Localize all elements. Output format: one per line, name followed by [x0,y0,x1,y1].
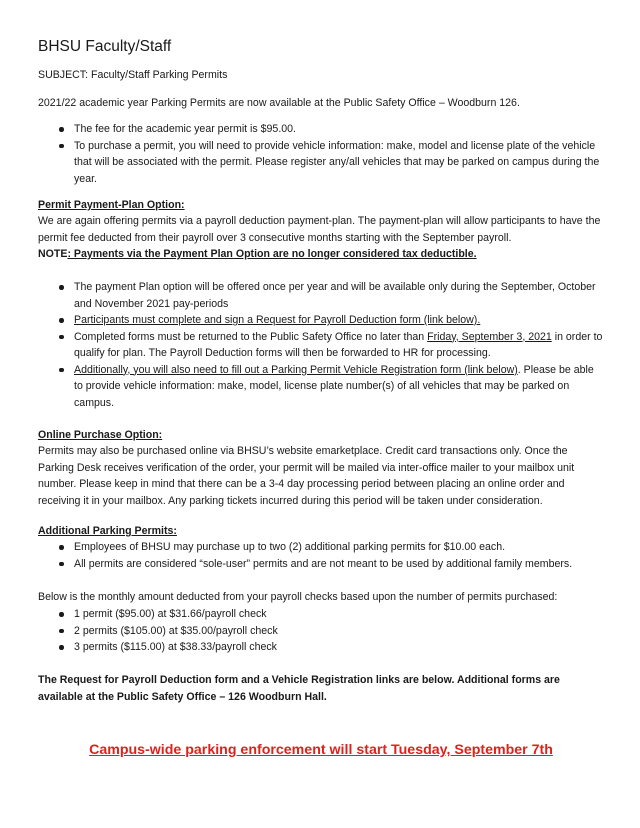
list-item: Employees of BHSU may purchase up to two (2) additional parking permits for $10.00 each. [38,539,604,556]
additional-permits-bullet-list [38,539,604,572]
payment-plan-heading: Permit Payment-Plan Option: [38,199,185,211]
bullet-icon [59,144,64,149]
bullet-icon [59,562,64,567]
payment-plan-body: We are again offering permits via a payroll deduction payment-plan. The payment-plan will allow participants to have the permit fee deducted from their payroll over 3 consecutive months starting with the September payroll. [38,215,601,244]
subject-line: SUBJECT: Faculty/Staff Parking Permits [38,69,228,81]
list-item: All permits are considered “sole-user” permits and are not meant to be used by additional family members. [38,556,604,573]
bullet-icon [59,335,64,340]
bullet-icon [59,545,64,550]
list-item: To purchase a permit, you will need to provide vehicle information: make, model and license plate of the vehicle that will be associated with the permit. Please register any/all vehicles that may be parked on campus during the year. [38,138,604,188]
payment-plan-note: NOTE: Payments via the Payment Plan Option are no longer considered tax deductible. [38,248,477,260]
intro-paragraph: 2021/22 academic year Parking Permits are now available at the Public Safety Office – Woodburn 126. [38,97,520,109]
list-item [38,312,604,329]
online-purchase-body: Permits may also be purchased online via BHSU’s website emarketplace. Credit card transactions only. Once the Parking Desk receives verification of the order, your permit will be mailed via inter-office mailer to your mailbox unit number. Please keep in mind that there can be a 3-4 day processing period between placing an online order and receiving it in your mailbox. Any parking tickets incurred during this period will be taken under consideration. [38,445,575,507]
vehicle-registration-form-link-text[interactable]: Additionally, you will also need to fill out a Parking Permit Vehicle Registration form (link below) [74,363,518,376]
list-item: 1 permit ($95.00) at $31.66/payroll check [38,606,604,623]
enforcement-announcement: Campus-wide parking enforcement will start Tuesday, September 7th [89,742,553,758]
list-item: Completed forms must be returned to the Public Safety Office no later than Friday, September 3, 2021 in order to qualify for plan. The Payroll Deduction forms will then be forwarded to HR for processing. [38,329,604,362]
list-item: 2 permits ($105.00) at $35.00/payroll check [38,623,604,640]
deadline-date: Friday, September 3, 2021 [427,330,552,343]
monthly-deduction-bullet-list [38,606,604,656]
forms-availability-note: The Request for Payroll Deduction form and a Vehicle Registration links are below. Additional forms are available at the Public Safety Office – 126 Woodburn Hall. [38,674,560,703]
page-title: BHSU Faculty/Staff [38,38,172,55]
list-item: 3 permits ($115.00) at $38.33/payroll check [38,639,604,656]
bullet-icon [59,318,64,323]
payment-plan-bullet-list [38,279,604,411]
online-purchase-heading: Online Purchase Option: [38,429,163,441]
list-item: The fee for the academic year permit is $95.00. [38,121,604,138]
list-item: The payment Plan option will be offered once per year and will be available only during the September, October and November 2021 pay-periods [38,279,604,312]
list-item: Additionally, you will also need to fill out a Parking Permit Vehicle Registration form (link below). Please be able to provide vehicle information: make, model, license plate number(s) of all vehicles that may be parked on campus. [38,362,604,412]
bullet-icon [59,127,64,132]
payroll-deduction-form-link-text[interactable]: Participants must complete and sign a Request for Payroll Deduction form (link below). [74,314,481,326]
bullet-icon [59,368,64,373]
bullet-icon [59,629,64,634]
additional-permits-heading: Additional Parking Permits: [38,525,177,537]
bullet-icon [59,612,64,617]
monthly-deduction-intro: Below is the monthly amount deducted from your payroll checks based upon the number of permits purchased: [38,591,558,603]
bullet-icon [59,285,64,290]
intro-bullet-list [38,121,604,187]
bullet-icon [59,645,64,650]
